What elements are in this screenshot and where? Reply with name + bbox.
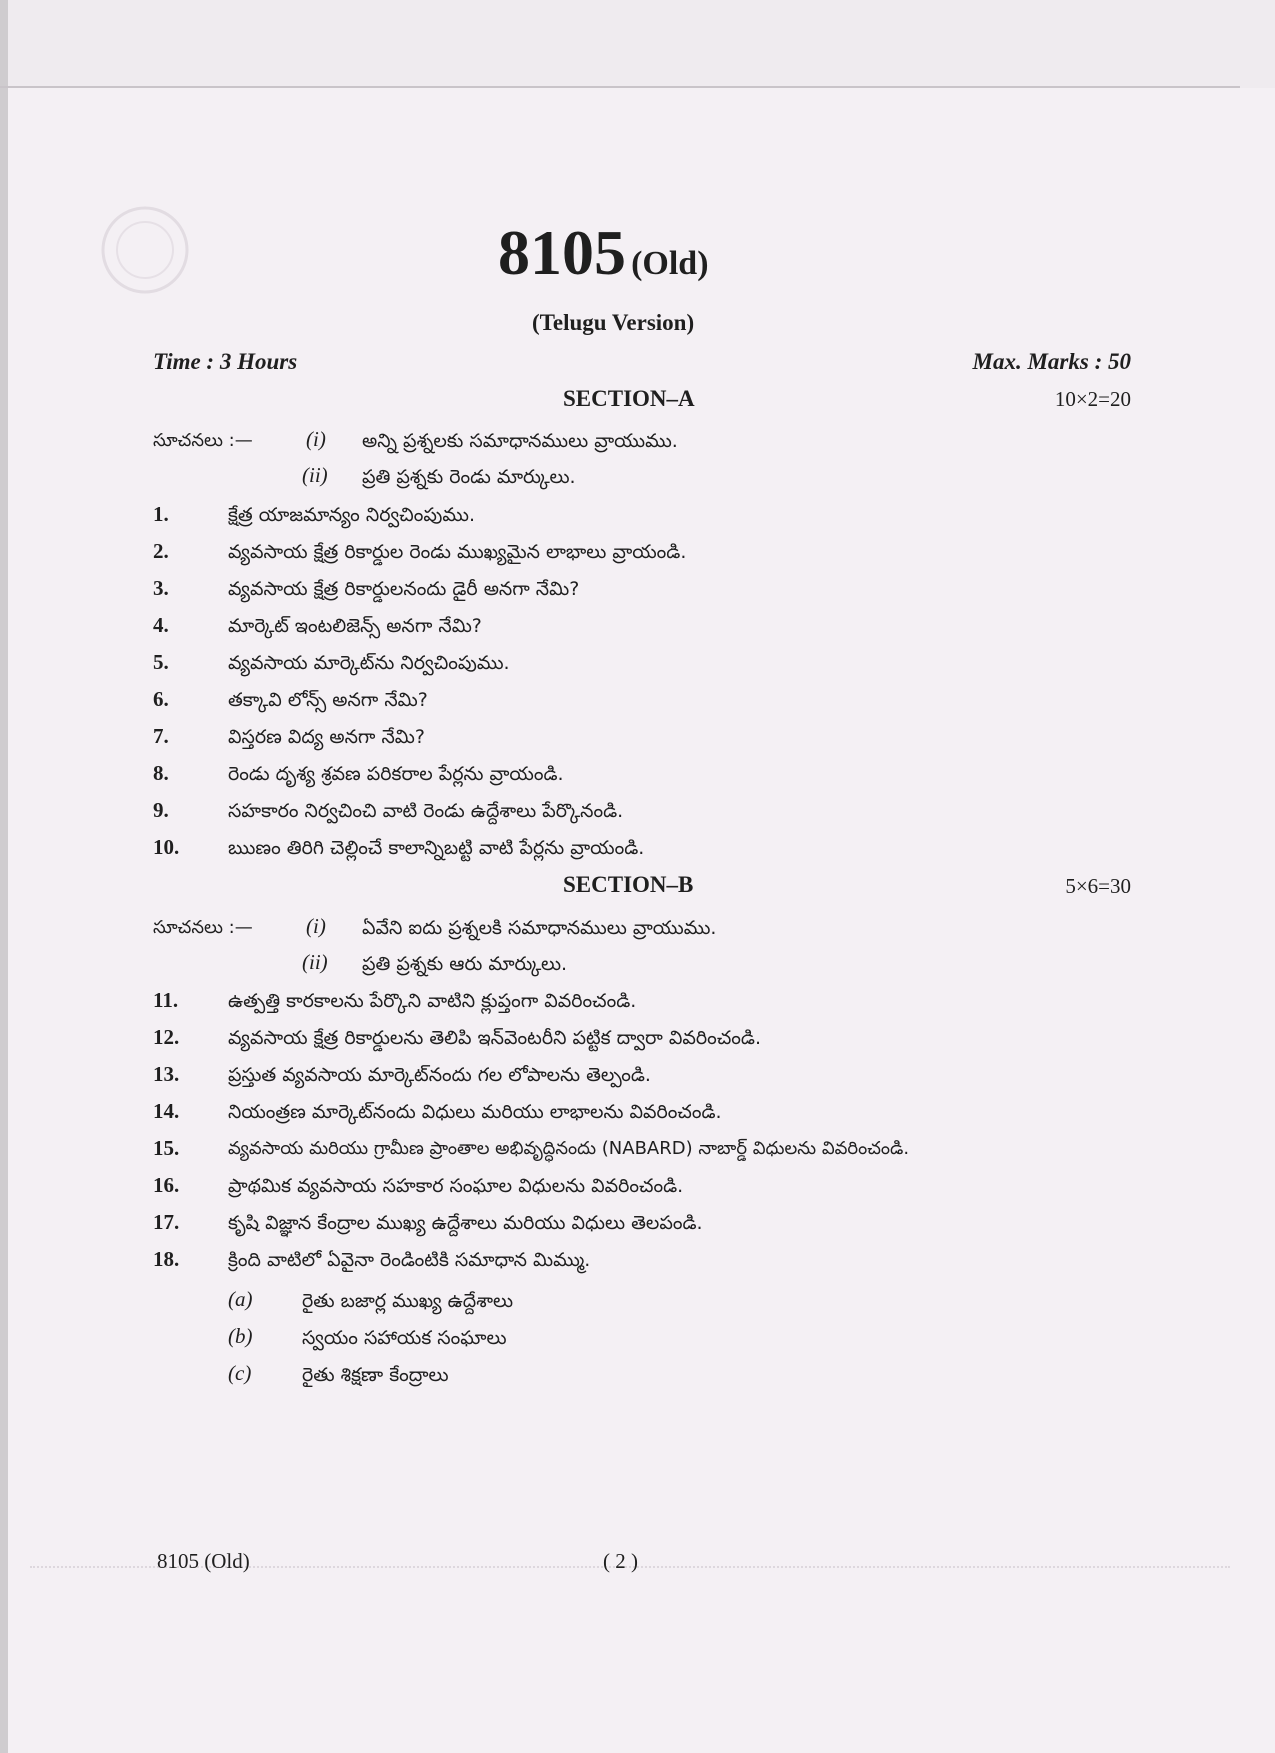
question-number: 15.	[153, 1136, 180, 1160]
question-number: 13.	[153, 1062, 180, 1086]
question-number: 14.	[153, 1099, 180, 1123]
question-text: వ్యవసాయ మరియు గ్రామీణ ప్రాంతాల అభివృద్ధినందు (NABARD) నాబార్డ్ విధులను వివరించండి.	[228, 1138, 910, 1159]
question-text: వ్యవసాయ క్షేత్ర రికార్డులను తెలిపి ఇన్‌వెంటరీని పట్టిక ద్వారా వివరించండి.	[228, 1027, 761, 1049]
question-number: 4.	[153, 613, 169, 637]
instruction-text: అన్ని ప్రశ్నలకు సమాధానములు వ్రాయుము.	[362, 430, 678, 452]
question-text: కృషి విజ్ఞాన కేంద్రాల ముఖ్య ఉద్దేశాలు మరియు విధులు తెలపండి.	[228, 1212, 703, 1234]
sub-part-text: రైతు శిక్షణా కేంద్రాలు	[302, 1364, 449, 1386]
question-text: క్రింది వాటిలో ఏవైనా రెండింటికి సమాధాన మిమ్ము.	[228, 1249, 591, 1271]
question-number: 16.	[153, 1173, 180, 1197]
instruction-text: ప్రతి ప్రశ్నకు రెండు మార్కులు.	[362, 466, 576, 488]
question-number: 12.	[153, 1025, 180, 1049]
question-number: 1.	[153, 502, 169, 526]
section-b-instructions-label: సూచనలు :—	[153, 917, 253, 938]
question-text: వ్యవసాయ క్షేత్ర రికార్డుల రెండు ముఖ్యమైన లాభాలు వ్రాయండి.	[228, 541, 687, 563]
max-marks-label: Max. Marks : 50	[972, 349, 1131, 374]
instruction-text: ఏవేని ఐదు ప్రశ్నలకి సమాధానములు వ్రాయుము.	[362, 917, 717, 939]
seal-watermark	[95, 200, 195, 300]
instruction-number: (i)	[306, 914, 326, 938]
question-number: 8.	[153, 761, 169, 785]
question-number: 5.	[153, 650, 169, 674]
question-number: 10.	[153, 835, 180, 859]
page-number: ( 2 )	[603, 1549, 638, 1573]
scan-edge	[0, 0, 8, 1753]
section-b-title: SECTION–B	[563, 872, 694, 897]
section-a-title: SECTION–A	[563, 386, 695, 411]
sub-part-label: (b)	[228, 1324, 253, 1348]
question-number: 3.	[153, 576, 169, 600]
paper-code: 8105	[498, 217, 626, 288]
paper-code-line	[498, 216, 709, 290]
question-text: విస్తరణ విద్య అనగా నేమి?	[228, 726, 425, 748]
section-a-marks: 10×2=20	[1054, 387, 1131, 411]
question-number: 6.	[153, 687, 169, 711]
question-text: ప్రస్తుత వ్యవసాయ మార్కెట్‌నందు గల లోపాలను తెల్పండి.	[228, 1064, 651, 1086]
question-number: 18.	[153, 1247, 180, 1271]
sub-part-label: (c)	[228, 1361, 252, 1385]
question-number: 11.	[153, 988, 179, 1012]
instruction-number: (ii)	[302, 950, 328, 974]
footer-paper-code: 8105 (Old)	[157, 1549, 250, 1573]
question-text: ఋణం తిరిగి చెల్లించే కాలాన్నిబట్టి వాటి పేర్లను వ్రాయండి.	[228, 837, 645, 859]
question-number: 7.	[153, 724, 169, 748]
instruction-number: (ii)	[302, 463, 328, 487]
time-label: Time : 3 Hours	[153, 349, 298, 374]
section-b-marks: 5×6=30	[1065, 874, 1131, 898]
sub-part-text: స్వయం సహాయక సంఘాలు	[302, 1327, 507, 1349]
question-text: మార్కెట్ ఇంటలిజెన్స్ అనగా నేమి?	[228, 615, 482, 637]
question-number: 9.	[153, 798, 169, 822]
question-text: సహకారం నిర్వచించి వాటి రెండు ఉద్దేశాలు పేర్కొనండి.	[228, 800, 624, 822]
sub-part-text: రైతు బజార్ల ముఖ్య ఉద్దేశాలు	[302, 1290, 514, 1312]
question-text: వ్యవసాయ మార్కెట్‌ను నిర్వచింపుము.	[228, 652, 510, 674]
instruction-number: (i)	[306, 427, 326, 451]
question-text: రెండు దృశ్య శ్రవణ పరికరాల పేర్లను వ్రాయండి.	[228, 763, 564, 785]
question-text: నియంత్రణ మార్కెట్‌నందు విధులు మరియు లాభాలను వివరించండి.	[228, 1101, 722, 1123]
sub-part-label: (a)	[228, 1287, 253, 1311]
question-text: క్షేత్ర యాజమాన్యం నిర్వచింపుము.	[228, 504, 476, 526]
question-number: 17.	[153, 1210, 180, 1234]
section-a-instructions-label: సూచనలు :—	[153, 430, 253, 451]
question-text: వ్యవసాయ క్షేత్ర రికార్డులనందు డైరీ అనగా నేమి?	[228, 578, 580, 600]
question-number: 2.	[153, 539, 169, 563]
question-text: ప్రాథమిక వ్యవసాయ సహకార సంఘాల విధులను వివరించండి.	[228, 1175, 684, 1197]
question-text: ఉత్పత్తి కారకాలను పేర్కొని వాటిని క్లుప్తంగా వివరించండి.	[228, 990, 637, 1012]
instruction-text: ప్రతి ప్రశ్నకు ఆరు మార్కులు.	[362, 953, 568, 975]
question-text: తక్కావి లోన్స్ అనగా నేమి?	[228, 689, 428, 711]
version-label: (Telugu Version)	[532, 310, 695, 335]
paper-variant: (Old)	[631, 245, 709, 282]
